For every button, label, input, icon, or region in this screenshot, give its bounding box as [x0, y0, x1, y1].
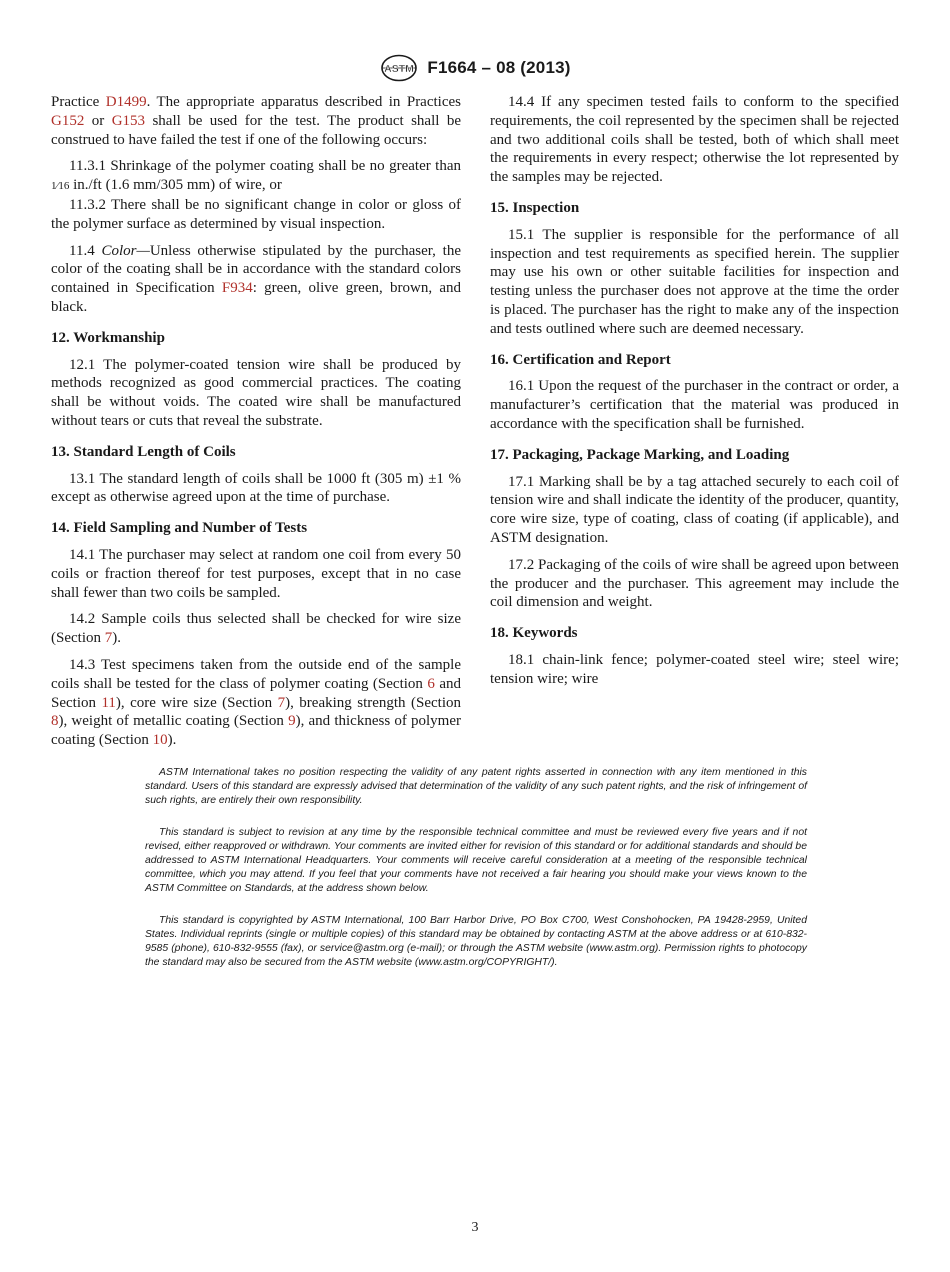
paragraph-14-2: 14.2 Sample coils thus selected shall be checked for wire size (Section 7).	[51, 611, 461, 647]
page-header	[0, 54, 950, 82]
link-section-9[interactable]: 9	[288, 713, 296, 730]
paragraph-15-1: 15.1 The supplier is responsible for the performance of all inspection and test requirements as specified herein. The supplier may use his own or other suitable facilities for inspection and testing unless the purchaser does not approve at the time the order is placed. The purchaser has the right to make any of the inspection and tests outlined where such are deemed necessary.	[490, 226, 899, 337]
link-section-7[interactable]: 7	[104, 630, 113, 647]
paragraph-16-1: 16.1 Upon the request of the purchaser in the contract or order, a manufacturer’s certification that the material was produced in accordance with the specification shall be furnished.	[490, 378, 899, 432]
paragraph-11-3-1: 11.3.1 Shrinkage of the polymer coating shall be no greater than 1⁄16 in./ft (1.6 mm/305 mm) of wire, or	[51, 158, 461, 194]
link-f934[interactable]: F934	[221, 280, 253, 297]
link-g152[interactable]: G152	[51, 112, 85, 129]
heading-section-18: 18. Keywords	[490, 625, 578, 642]
paragraph-17-1: 17.1 Marking shall be by a tag attached securely to each coil of tension wire and shall indicate the identity of the producer, quantity, core wire size, type of coating, class of coating (if applicable), and ASTM designation.	[490, 473, 899, 546]
standard-designation: F1664 – 08 (2013)	[427, 58, 571, 77]
link-section-8[interactable]: 8	[51, 713, 59, 730]
astm-logo-text: ASTM	[384, 63, 415, 75]
paragraph-12-1: 12.1 The polymer-coated tension wire shall be produced by methods recognized as good commercial practices. The coating shall be without voids. The coated wire shall be manufactured without tears or cuts that reveal the substrate.	[51, 356, 461, 429]
paragraph-11-4: 11.4 Color—Unless otherwise stipulated by the purchaser, the color of the coating shall be in accordance with the standard colors contained in Specification F934: green, olive green, brown, and black.	[51, 242, 461, 315]
paragraph-14-4: 14.4 If any specimen tested fails to conform to the specified requirements, the coil represented by the specimen shall be rejected and two additional coils shall be tested, both of which shall meet the requirements in every respect; otherwise the lot represented by the samples may be rejected.	[490, 94, 899, 186]
paragraph-14-3: 14.3 Test specimens taken from the outside end of the sample coils shall be tested for the class of polymer coating (Section 6 and Section 11), core wire size (Section 7), breaking strength (Section 8), weight of metallic coating (Section 9), and thickness of polymer coating (Section 10).	[51, 656, 461, 749]
paragraph-13-1: 13.1 The standard length of coils shall be 1000 ft (305 m) ±1 % except as otherwise agreed upon at the time of purchase.	[51, 470, 461, 506]
heading-section-17: 17. Packaging, Package Marking, and Loading	[490, 446, 790, 463]
paragraph-11-3-2: 11.3.2 There shall be no significant change in color or gloss of the polymer surface as determined by visual inspection.	[51, 196, 461, 232]
link-d1499[interactable]: D1499	[105, 94, 147, 110]
paragraph-14-1: 14.1 The purchaser may select at random one coil from every 50 coils or fraction thereof for test purposes, except that in no case shall fewer than two coils be sampled.	[51, 546, 461, 601]
paragraph-18-1: 18.1 chain-link fence; polymer-coated steel wire; steel wire; tension wire; wire	[490, 651, 899, 687]
link-section-7[interactable]: 7	[277, 694, 286, 711]
heading-section-13: 13. Standard Length of Coils	[51, 443, 236, 460]
heading-section-16: 16. Certification and Report	[490, 351, 671, 368]
page-number: 3	[471, 1220, 479, 1235]
copyright-notice: This standard is copyrighted by ASTM International, 100 Barr Harbor Drive, PO Box C700, West Conshohocken, PA 19428-2959, United States. Individual reprints (single or multiple copies) of this standard may be obtained by contacting ASTM at the above address or at 610-832-9585 (phone), 610-832-9555 (fax), or service@astm.org (e-mail); or through the ASTM website (www.astm.org). Permission rights to photocopy the standard may also be secured from the ASTM website (www.astm.org/COPYRIGHT/).	[145, 915, 807, 968]
revision-notice: This standard is subject to revision at any time by the responsible technical committee and must be reviewed every five years and if not revised, either reapproved or withdrawn. Your comments are invited either for revision of this standard or for additional standards and should be addressed to ASTM International Headquarters. Your comments will receive careful consideration at a meeting of the responsible technical committee, which you may attend. If you feel that your comments have not received a fair hearing you should make your views known to the ASTM Committee on Standards, at the address shown below.	[145, 827, 807, 894]
paragraph-11-3-continued: Practice D1499. The appropriate apparatus described in Practices G152 or G153 shall be used for the test. The product shall be construed to have failed the test if one of the following occurs:	[51, 94, 461, 148]
astm-logo-icon	[379, 54, 419, 82]
right-column	[490, 93, 899, 697]
fraction-one-sixteenth: 1⁄16	[51, 180, 70, 193]
link-section-10[interactable]: 10	[152, 732, 168, 749]
link-section-6[interactable]: 6	[427, 675, 435, 692]
heading-section-14: 14. Field Sampling and Number of Tests	[51, 520, 308, 537]
link-g153[interactable]: G153	[111, 112, 146, 129]
paragraph-17-2: 17.2 Packaging of the coils of wire shall be agreed upon between the producer and the purchaser. This agreement may include the coil dimension and weight.	[490, 556, 899, 611]
heading-section-12: 12. Workmanship	[51, 329, 165, 346]
left-column	[51, 93, 461, 758]
link-section-11[interactable]: 11	[101, 694, 116, 711]
patent-notice: ASTM International takes no position respecting the validity of any patent rights asserted in connection with any item mentioned in this standard. Users of this standard are expressly advised that determination of the validity of any such patent rights, and the risk of infringement of such rights, are entirely their own responsibility.	[145, 767, 807, 806]
heading-section-15: 15. Inspection	[490, 199, 580, 216]
